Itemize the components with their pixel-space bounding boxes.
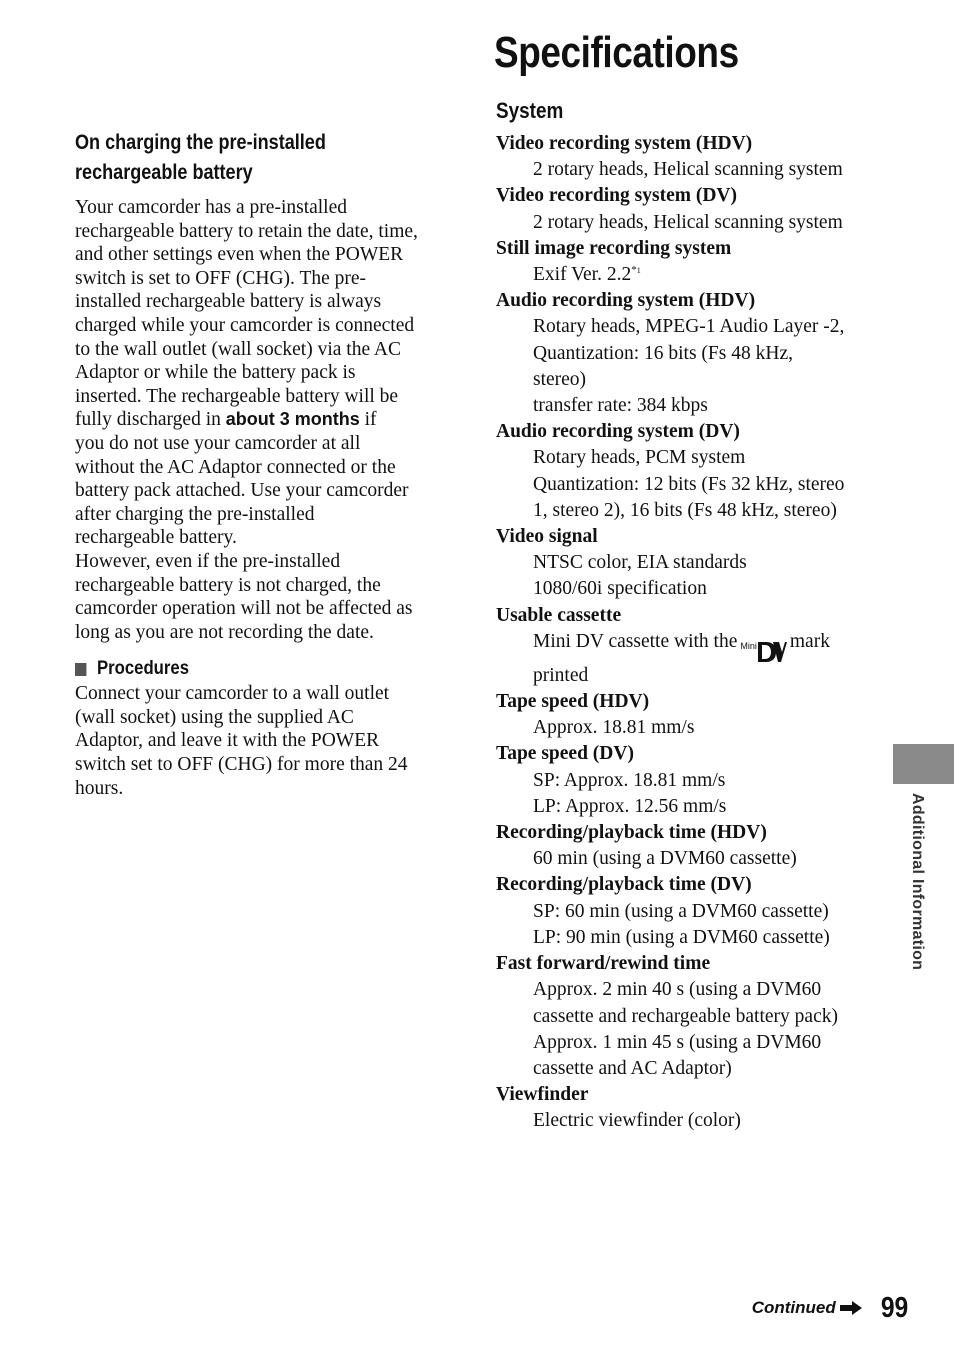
paragraph-line: rechargeable battery is not charged, the [75, 574, 381, 596]
cassette-suffix: mark [789, 630, 830, 652]
spec-value [496, 629, 876, 663]
mini-dv-logo-mini: Mini [740, 640, 757, 651]
paragraph-line: However, even if the pre-installed [75, 550, 341, 572]
spec-value: 2 rotary heads, Helical scanning system [533, 159, 843, 181]
spec-label: Video recording system (DV) [496, 185, 737, 207]
paragraph-line: inserted. The rechargeable battery will be [75, 385, 399, 407]
paragraph-line: charged while your camcorder is connected [75, 314, 415, 336]
spec-value: printed [533, 664, 589, 686]
charging-heading-line: On charging the pre-installed [75, 131, 326, 154]
paragraph-line: rechargeable battery. [75, 527, 237, 549]
spec-value: 1080/60i specification [533, 578, 707, 600]
page-footer [752, 1290, 908, 1326]
left-column [75, 128, 443, 800]
spec-value: Approx. 1 min 45 s (using a DVM60 [533, 1031, 822, 1053]
procedures-heading-text: Procedures [97, 658, 190, 680]
paragraph-line: Adaptor, and leave it with the POWER [75, 730, 380, 752]
spec-value: LP: Approx. 12.56 mm/s [533, 795, 727, 817]
spec-label: Recording/playback time (DV) [496, 874, 752, 896]
paragraph-line: Adaptor or while the battery pack is [75, 362, 356, 384]
paragraph-line: switch set to OFF (CHG) for more than 24 [75, 754, 408, 776]
paragraph-line [75, 408, 443, 432]
spec-value: Quantization: 16 bits (Fs 48 kHz, [533, 342, 793, 364]
spec-value [496, 262, 876, 288]
page-number: 99 [880, 1292, 908, 1324]
continued-indicator [752, 1295, 876, 1321]
discharge-prefix: fully discharged in [75, 409, 226, 431]
paragraph-line: Your camcorder has a pre-installed [75, 197, 348, 218]
spec-value: NTSC color, EIA standards [533, 552, 747, 574]
spec-label: Video recording system (HDV) [496, 133, 753, 154]
spec-label: Audio recording system (DV) [496, 421, 740, 443]
spec-label: Tape speed (DV) [496, 743, 634, 765]
spec-label: Still image recording system [496, 237, 732, 259]
footnote-number: 1 [636, 265, 641, 275]
spec-value: 60 min (using a DVM60 cassette) [533, 848, 797, 870]
discharge-emphasis: about 3 months [225, 409, 360, 430]
footnote-marker [631, 264, 641, 276]
paragraph-line: long as you are not recording the date. [75, 621, 374, 643]
paragraph-line: (wall socket) using the supplied AC [75, 706, 354, 728]
cassette-prefix: Mini DV cassette with the [533, 630, 738, 652]
specifications-column [496, 96, 876, 1135]
spec-value: 1, stereo 2), 16 bits (Fs 48 kHz, stereo) [533, 499, 837, 521]
paragraph-line: camcorder operation will not be affected as [75, 598, 413, 620]
spec-value: cassette and rechargeable battery pack) [533, 1005, 838, 1027]
section-side-label: Additional Information [909, 793, 926, 971]
footnote-star: * [631, 263, 637, 276]
spec-label: Fast forward/rewind time [496, 953, 711, 975]
paragraph-line: to the wall outlet (wall socket) via the AC [75, 338, 402, 360]
arrow-right-icon [840, 1301, 862, 1315]
spec-value: SP: 60 min (using a DVM60 cassette) [533, 900, 829, 922]
spec-value: 2 rotary heads, Helical scanning system [533, 211, 843, 233]
square-bullet-icon [75, 663, 86, 676]
procedures-heading [75, 657, 399, 681]
mini-dv-logo-icon [740, 641, 787, 663]
continued-text: Continued [751, 1298, 836, 1317]
paragraph-line: without the AC Adaptor connected or the [75, 456, 396, 478]
paragraph-line: you do not use your camcorder at all [75, 432, 361, 454]
spec-value: Approx. 2 min 40 s (using a DVM60 [533, 979, 822, 1001]
charging-heading-line: rechargeable battery [75, 161, 253, 184]
spec-label: Tape speed (HDV) [496, 691, 650, 713]
system-heading: System [496, 98, 564, 123]
spec-label: Usable cassette [496, 604, 622, 626]
paragraph-line: battery pack attached. Use your camcorder [75, 480, 409, 502]
dv-logo-icon [757, 641, 787, 663]
section-tab-marker [893, 744, 954, 784]
paragraph-line: switch is set to OFF (CHG). The pre- [75, 267, 367, 289]
spec-value: cassette and AC Adaptor) [533, 1057, 732, 1079]
spec-value: Rotary heads, MPEG-1 Audio Layer -2, [533, 316, 845, 338]
paragraph-line: and other settings even when the POWER [75, 244, 404, 266]
charging-paragraph [75, 196, 443, 644]
spec-value: Quantization: 12 bits (Fs 32 kHz, stereo [533, 473, 845, 495]
paragraph-line: Connect your camcorder to a wall outlet [75, 683, 390, 705]
paragraph-line: installed rechargeable battery is always [75, 291, 382, 313]
procedures-paragraph [75, 682, 443, 800]
spec-label: Video signal [496, 526, 598, 548]
spec-label: Audio recording system (HDV) [496, 290, 756, 312]
spec-value: transfer rate: 384 kbps [533, 395, 708, 417]
charging-heading [75, 128, 391, 188]
exif-text: Exif Ver. 2.2 [533, 264, 632, 286]
paragraph-line: rechargeable battery to retain the date, time, [75, 220, 418, 242]
spec-value: LP: 90 min (using a DVM60 cassette) [533, 926, 830, 948]
spec-value: stereo) [533, 368, 587, 390]
spec-value: SP: Approx. 18.81 mm/s [533, 769, 726, 791]
page-title: Specifications [494, 28, 739, 77]
spec-label: Viewfinder [496, 1084, 589, 1106]
spec-value: Approx. 18.81 mm/s [533, 717, 695, 739]
paragraph-line: after charging the pre-installed [75, 503, 315, 525]
discharge-suffix: if [359, 409, 377, 431]
spec-value: Electric viewfinder (color) [533, 1110, 741, 1132]
paragraph-line: hours. [75, 777, 124, 799]
spec-value: Rotary heads, PCM system [533, 447, 746, 469]
spec-label: Recording/playback time (HDV) [496, 822, 767, 844]
